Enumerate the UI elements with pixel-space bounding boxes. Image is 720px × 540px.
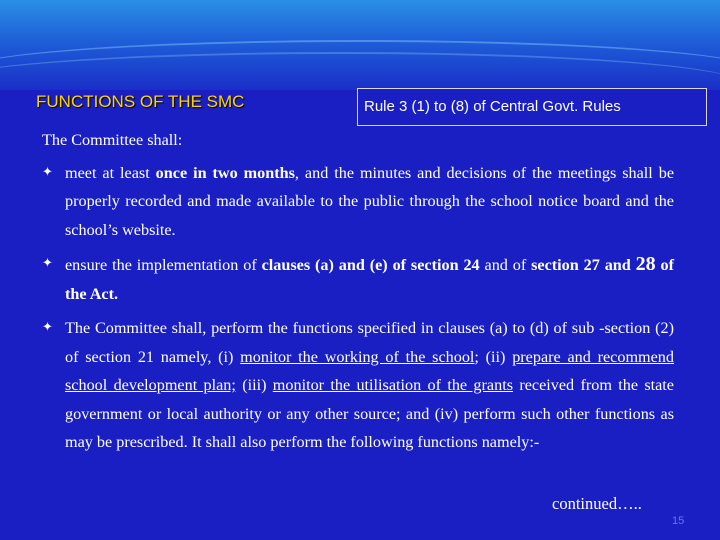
intro-text: The Committee shall: xyxy=(42,131,183,149)
bullet-icon: ✦ xyxy=(42,256,53,271)
bold-text: of the Act. xyxy=(65,256,675,303)
bold-text: section 27 and xyxy=(531,256,636,274)
slide-body xyxy=(42,126,674,463)
underlined-text: monitor the working of the school; xyxy=(240,347,479,366)
bullet-item: ✦ meet at least once in two months, and the minutes and decisions of the meetings shall be properly recorded and made available to the public through the school notice board and the school’s website. xyxy=(42,159,674,245)
continued-label: continued….. xyxy=(552,494,642,513)
bold-text: clauses (a) and (e) of section 24 xyxy=(261,256,480,274)
underlined-text: prepare and recommend school development plan; xyxy=(65,347,674,394)
bullet-icon: ✦ xyxy=(42,164,53,180)
bullet-item: ✦ ensure the implementation of clauses (a) and (e) of section 24 and of section 27 and 28 of the Act. xyxy=(42,250,674,308)
page-number: 15 xyxy=(672,515,685,527)
bold-text: once in two months xyxy=(155,163,295,182)
bold-text: 28 xyxy=(635,253,656,275)
bullet-item: ✦ The Committee shall, perform the functions specified in clauses (a) to (d) of sub -section (2) of section 21 namely, (i) monitor the working of the school; (ii) prepare and recommend school development plan; (iii) monitor the utilisation of the grants received from the state government or local authority or any other source; and (iv) perform such other functions as may be prescribed. It shall also perform the following functions namely:- xyxy=(42,314,674,457)
slide-title: FUNCTIONS OF THE SMC xyxy=(36,92,245,111)
underlined-text: monitor the utilisation of the grants xyxy=(272,376,513,394)
header-band xyxy=(0,0,720,90)
rule-reference-box: Rule 3 (1) to (8) of Central Govt. Rules xyxy=(357,88,707,126)
bullet-icon: ✦ xyxy=(42,320,53,335)
